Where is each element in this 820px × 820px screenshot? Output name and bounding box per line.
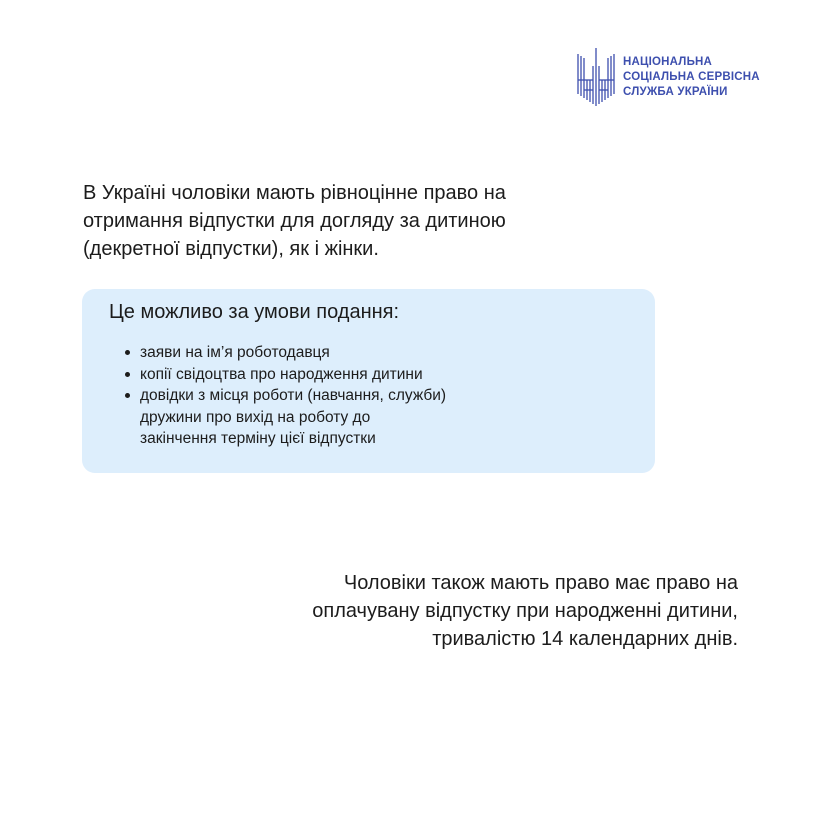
intro-line: отримання відпустки для догляду за дитиною [83,210,506,232]
logo-line: НАЦІОНАЛЬНА [623,55,713,68]
logo-line: СЛУЖБА УКРАЇНИ [623,85,728,98]
intro-line: (декретної відпустки), як і жінки. [83,238,379,260]
outro-line: Чоловіки також мають право має право на [343,572,738,594]
conditions-box [82,289,655,473]
trident-emblem-icon [575,46,617,108]
conditions-heading: Це можливо за умови подання: [109,301,400,323]
list-item-text: дружини про вихід на роботу до [140,408,371,426]
list-item [140,385,600,450]
conditions-list [140,342,600,450]
list-item-text: копії свідоцтва про народження дитини [140,365,423,383]
list-item-text: заяви на ім’я роботодавця [140,344,330,361]
outro-paragraph [138,569,738,653]
logo-wordmark [623,55,760,100]
list-item [140,364,600,386]
outro-line: оплачувану відпустку при народженні дитини, [312,600,738,622]
outro-line: тривалістю 14 календарних днів. [432,628,738,650]
list-item-text: закінчення терміну цієї відпустки [140,430,376,447]
list-item-text: довідки з місця роботи (навчання, служби) [140,387,447,404]
nsss-logo [575,46,760,108]
list-item [140,342,600,364]
intro-line: В Україні чоловіки мають рівноцінне право на [83,182,506,204]
intro-paragraph [83,179,683,263]
logo-line: СОЦІАЛЬНА СЕРВІСНА [623,70,760,83]
